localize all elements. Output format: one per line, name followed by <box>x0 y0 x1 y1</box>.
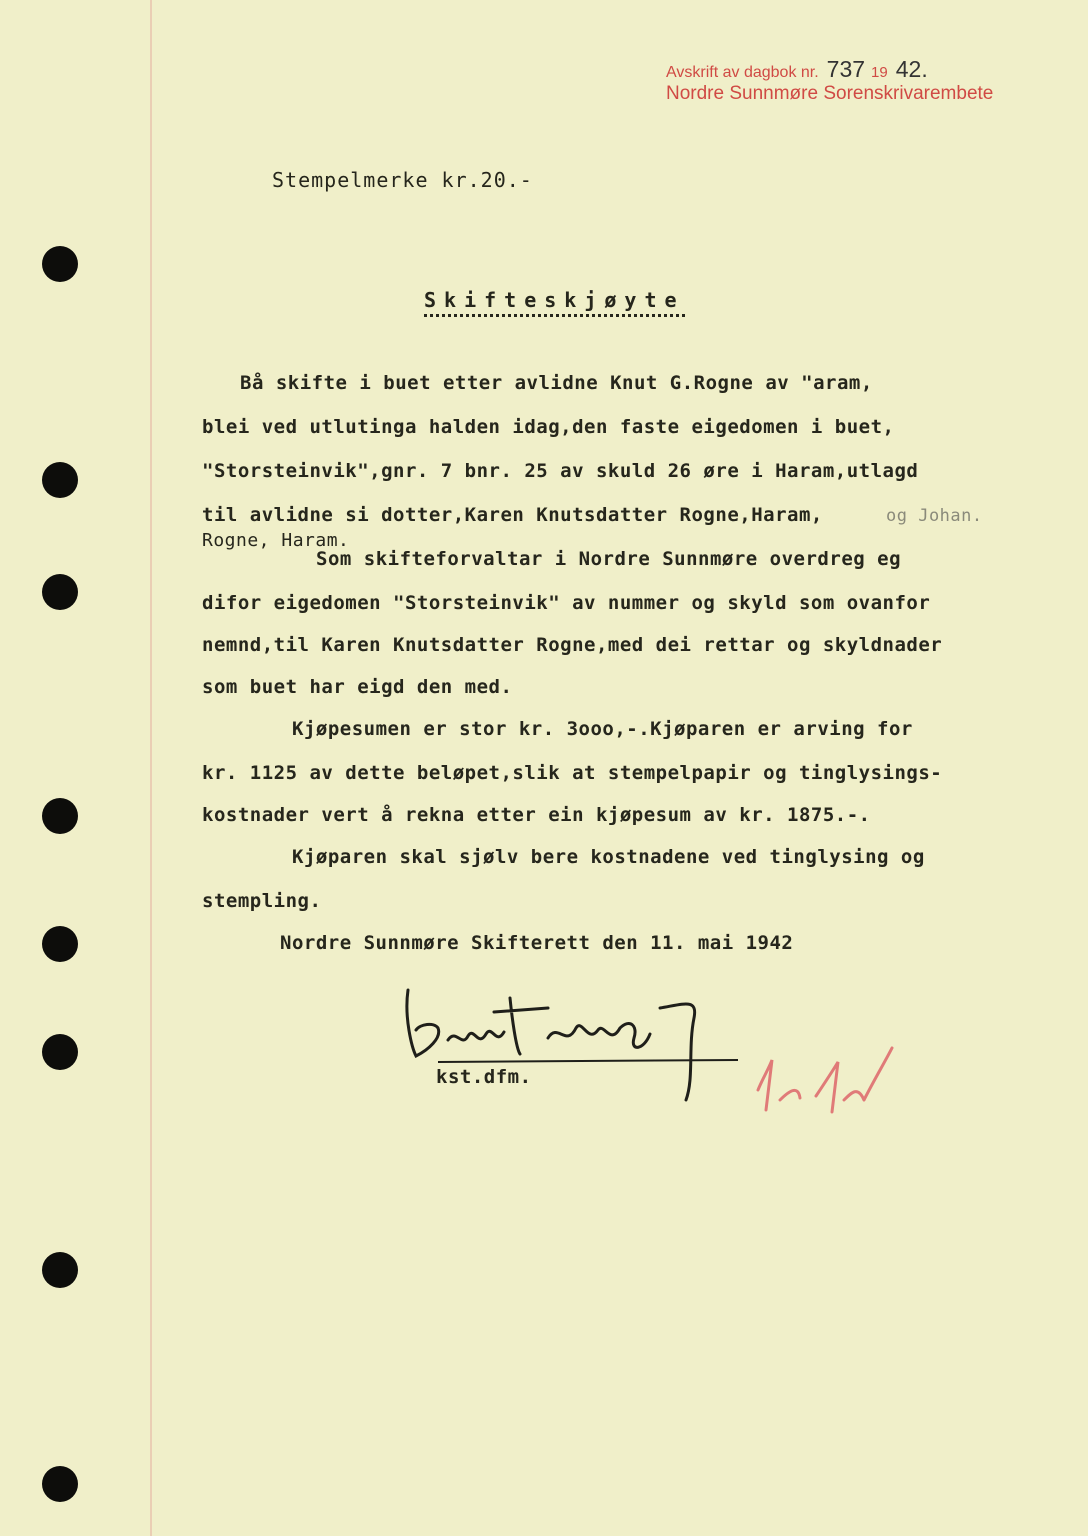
body-line: nemnd,til Karen Knutsdatter Rogne,med dei rettar og skyldnader <box>202 634 943 656</box>
punch-hole <box>42 1252 78 1288</box>
body-line: blei ved utlutinga halden idag,den faste eigedomen i buet, <box>202 416 895 438</box>
punch-hole <box>42 462 78 498</box>
handwritten-signature <box>398 978 748 1108</box>
body-line: Som skifteforvaltar i Nordre Sunnmøre overdreg eg <box>316 548 902 570</box>
body-line: til avlidne si dotter,Karen Knutsdatter Rogne,Haram, <box>202 504 823 526</box>
stamp-duty-line: Stempelmerke kr.20.- <box>272 168 533 192</box>
body-line: Bå skifte i buet etter avlidne Knut G.Rogne av "aram, <box>240 372 873 394</box>
body-line: stempling. <box>202 890 322 912</box>
document-title: Skifteskjøyte <box>424 288 685 317</box>
body-line: Kjøparen skal sjølv bere kostnadene ved tinglysing og <box>292 846 925 868</box>
body-line: difor eigedomen "Storsteinvik" av nummer og skyld som ovanfor <box>202 592 931 614</box>
red-initials-mark <box>740 1040 900 1120</box>
signature-title: kst.dfm. <box>436 1066 532 1088</box>
date-line: Nordre Sunnmøre Skifterett den 11. mai 1942 <box>280 932 794 954</box>
punch-hole <box>42 246 78 282</box>
body-line: kostnader vert å rekna etter ein kjøpesum av kr. 1875.-. <box>202 804 871 826</box>
punch-hole <box>42 926 78 962</box>
body-line: som buet har eigd den med. <box>202 676 513 698</box>
stamp-prefix: Avskrift av dagbok nr. <box>666 64 819 81</box>
punch-hole <box>42 574 78 610</box>
body-line: "Storsteinvik",gnr. 7 bnr. 25 av skuld 26 øre i Haram,utlagd <box>202 460 919 482</box>
margin-line <box>150 0 152 1536</box>
stamp-year-prefix: 19 <box>871 64 888 81</box>
punch-hole <box>42 1034 78 1070</box>
punch-hole <box>42 1466 78 1502</box>
registry-stamp <box>666 56 993 105</box>
punch-hole <box>42 798 78 834</box>
body-line: kr. 1125 av dette beløpet,slik at stempelpapir og tinglysings- <box>202 762 943 784</box>
body-line: Kjøpesumen er stor kr. 3ooo,-.Kjøparen er arving for <box>292 718 913 740</box>
stamp-office: Nordre Sunnmøre Sorenskrivarembete <box>666 83 994 104</box>
stamp-number: 737 <box>826 56 866 82</box>
body-line-faint: og Johan. <box>886 506 983 526</box>
stamp-year-suffix: 42. <box>895 56 928 82</box>
body-line: Rogne, Haram. <box>202 530 350 551</box>
